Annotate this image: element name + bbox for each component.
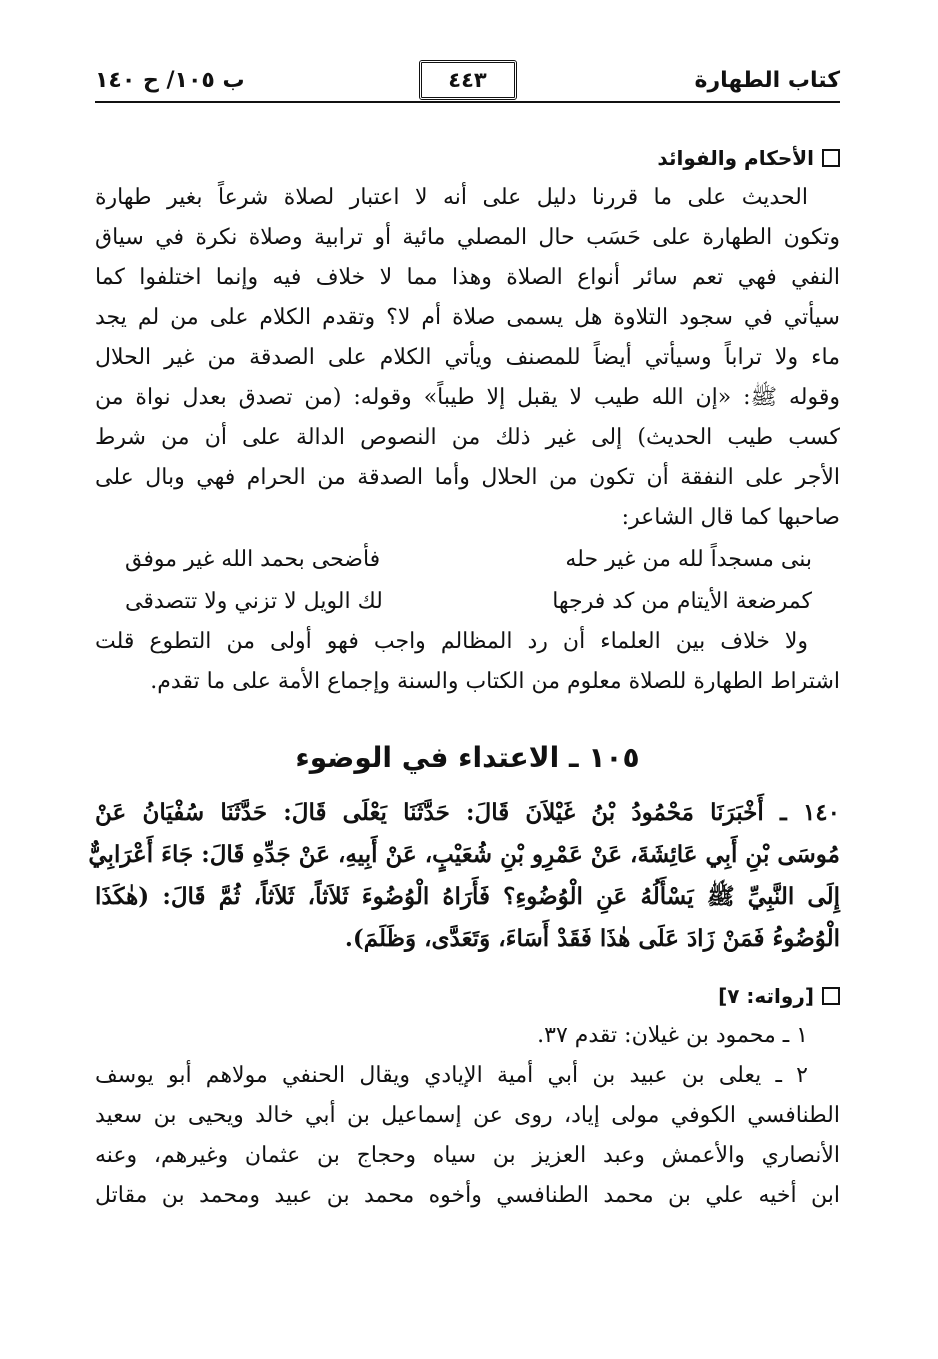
text-line: اشتراط الطهارة للصلاة معلوم من الكتاب والسنة وإجماع الأمة على ما تقدم. [150, 669, 840, 694]
text-line: وقوله ﷺ: «إن الله طيب لا يقبل إلا طيباً» وقوله: (من تصدق بعدل نواة من [95, 385, 840, 410]
verse-first-hemistich: كمرضعة الأيتام من كد فرجها [552, 589, 812, 614]
poem-verse [95, 580, 840, 622]
page-content [88, 138, 840, 1216]
text-line: ولا خلاف بين العلماء أن رد المظالم واجب فهو أولى من التطوع قلت [95, 629, 808, 654]
text-line: الأجر على النفقة أن تكون من الحلال وأما الصدقة من الحرام فهي وبال على [95, 465, 840, 490]
hadith-text [88, 792, 840, 960]
hadith-line: ١٤٠ ـ أَخْبَرَنَا مَحْمُودُ بْنُ غَيْلاَنَ قَالَ: حَدَّثَنَا يَعْلَى قَالَ: حَدَّثَنَا سُفْيَانُ عَنْ [95, 799, 840, 826]
verse-first-hemistich: بنى مسجداً لله من غير حله [565, 547, 812, 572]
chapter-reference: ب ١٠٥/ ح ١٤٠ [95, 68, 245, 93]
text-line: ابن أخيه علي بن محمد الطنافسي وأخوه محمد بن عبيد ومحمد بن مقاتل [95, 1183, 840, 1208]
checkbox-square-icon [822, 987, 840, 1005]
text-line: ٢ ـ يعلى بن عبيد بن أبي أمية الإيادي ويقال الحنفي مولاهم أبو يوسف [95, 1063, 808, 1088]
page-header [95, 62, 840, 106]
text-line: وتكون الطهارة على حَسَب حال المصلي مائية أو ترابية وصلاة نكرة في سياق [95, 225, 840, 250]
hadith-line: مُوسَى بْنِ أَبِي عَائِشَةَ، عَنْ عَمْرِو بْنِ شُعَيْبٍ، عَنْ أَبِيهِ، عَنْ جَدِّهِ قَالَ: جَاءَ أَعْرَابِيٌّ [88, 841, 840, 868]
checkbox-square-icon [822, 149, 840, 167]
text-line: سيأتي في سجود التلاوة هل يسمى صلاة أم لا؟ وتقدم الكلام على من لم يجد [95, 305, 840, 330]
poem-verse [95, 538, 840, 580]
header-rule [95, 101, 840, 103]
verse-second-hemistich: لك الويل لا تزني ولا تتصدقى [125, 589, 383, 614]
section-heading-narrators [95, 976, 840, 1016]
text-line: ماء ولا تراباً وسيأتي أيضاً للمصنف ويأتي الكلام على الصدقة من غير الحلال [95, 345, 840, 370]
section-heading-text: [رواته: ٧] [718, 984, 814, 1008]
text-line: الأنصاري والأعمش وعبد العزيز بن سياه وحجاج بن عثمان وغيرهم، وعنه [95, 1143, 840, 1168]
text-line: الطنافسي الكوفي مولى إياد، روى عن إسماعيل بن أبي خالد ويحيى بن سعيد [95, 1103, 840, 1128]
text-line: كسب طيب الحديث) إلى غير ذلك من النصوص الدالة على أن من شرط [95, 425, 840, 450]
text-line: ١ ـ محمود بن غيلان: تقدم ٣٧. [537, 1023, 808, 1048]
hadith-line: الْوُضُوءُ فَمَنْ زَادَ عَلَى هٰذَا فَقَدْ أَسَاءَ، وَتَعَدَّى، وَظَلَمَ). [344, 925, 840, 952]
chapter-title: ١٠٥ ـ الاعتداء في الوضوء [295, 741, 640, 774]
book-title: كتاب الطهارة [694, 68, 840, 93]
text-line: الحديث على ما قررنا دليل على أنه لا اعتبار لصلاة شرعاً بغير طهارة [95, 185, 808, 210]
text-line: النفي فهي تعم سائر أنواع الصلاة وهذا مما لا خلاف فيه وإنما اختلفوا كما [95, 265, 840, 290]
section-heading-text: الأحكام والفوائد [657, 146, 814, 170]
hadith-line: إِلَى النَّبِيِّ ﷺ يَسْأَلُهُ عَنِ الْوُضُوءِ؟ فَأَرَاهُ الْوُضُوءَ ثَلاَثاً، ثَلاَثاً، ثُمَّ قَالَ: (هٰكَذَا [95, 883, 840, 910]
section-heading-rulings [95, 138, 840, 178]
page-number: ٤٤٣ [419, 60, 517, 100]
text-line: صاحبها كما قال الشاعر: [621, 505, 840, 530]
verse-second-hemistich: فأضحى بحمد الله غير موفق [125, 547, 381, 572]
